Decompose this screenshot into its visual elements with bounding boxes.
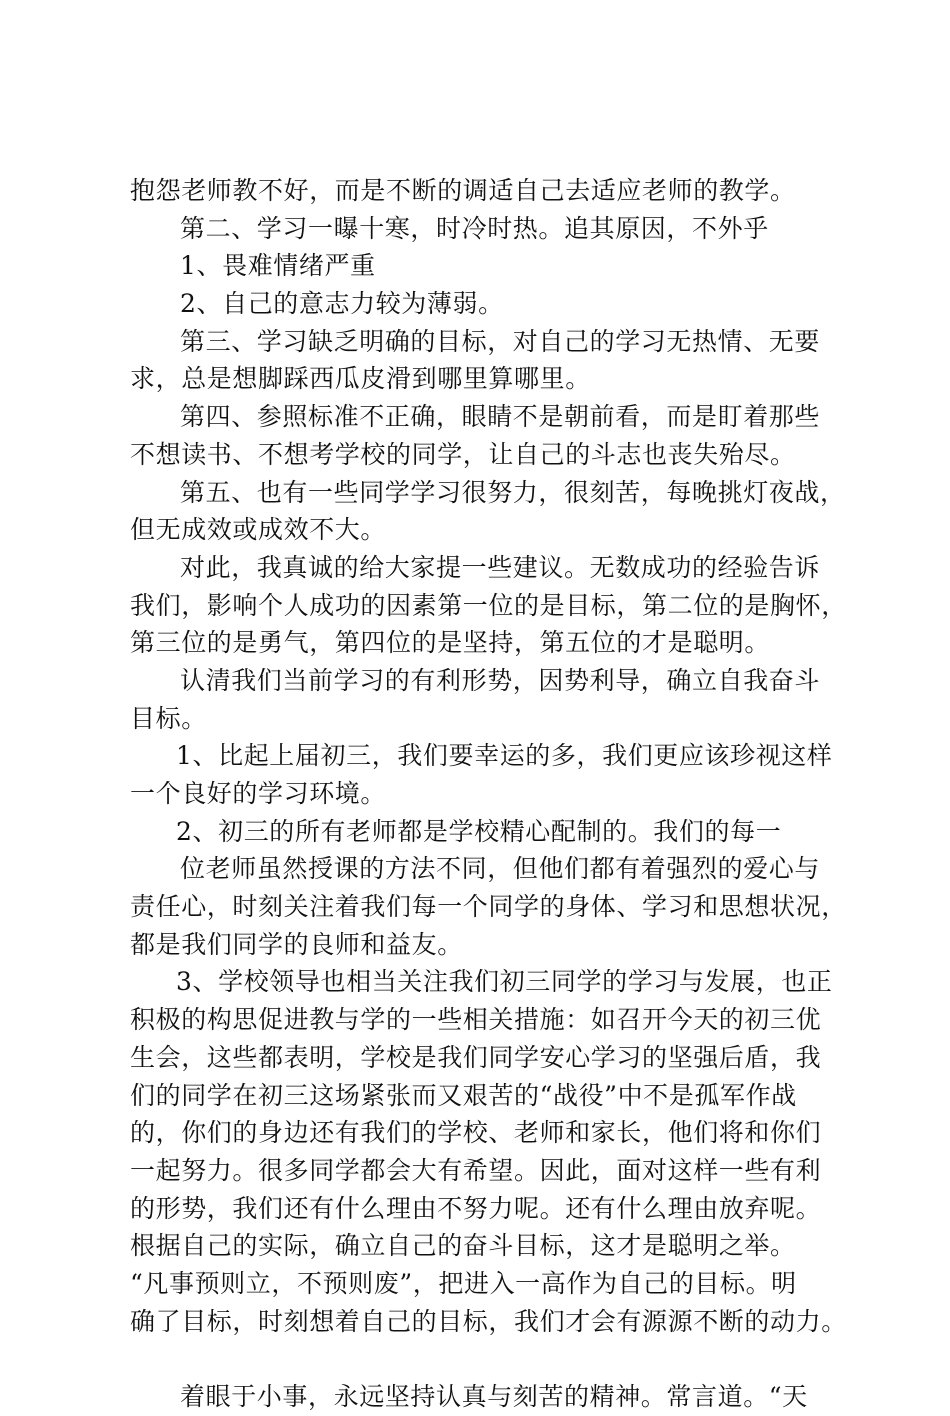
text-line: 2、初三的所有老师都是学校精心配制的。我们的每一 xyxy=(176,816,782,846)
text-line: 们的同学在初三这场紧张而又艰苦的“战役”中不是孤军作战 xyxy=(130,1080,797,1110)
text-line: 责任心，时刻关注着我们每一个同学的身体、学习和思想状况， xyxy=(130,892,847,922)
text-line: 2、自己的意志力较为薄弱。 xyxy=(180,289,504,319)
text-line: 求，总是想脚踩西瓜皮滑到哪里算哪里。 xyxy=(130,364,591,394)
text-line: 确了目标，时刻想着自己的目标，我们才会有源源不断的动力。 xyxy=(130,1306,847,1336)
text-line: “凡事预则立，不预则废”，把进入一高作为自己的目标。明 xyxy=(130,1268,797,1298)
text-line: 积极的构思促进教与学的一些相关措施：如召开今天的初三优 xyxy=(130,1005,822,1035)
blank-line xyxy=(130,1340,840,1378)
text-line: 1、畏难情绪严重 xyxy=(180,251,376,281)
text-line: 一起努力。很多同学都会大有希望。因此，面对这样一些有利 xyxy=(130,1155,822,1185)
text-line: 不想读书、不想考学校的同学，让自己的斗志也丧失殆尽。 xyxy=(130,439,796,469)
text-line: 根据自己的实际，确立自己的奋斗目标，这才是聪明之举。 xyxy=(130,1231,796,1261)
text-line: 都是我们同学的良师和益友。 xyxy=(130,929,463,959)
text-line: 1、比起上届初三，我们要幸运的多，我们更应该珍视这样 xyxy=(176,741,833,771)
text-line: 认清我们当前学习的有利形势，因势利导，确立自我奋斗 xyxy=(180,665,821,695)
text-line: 抱怨老师教不好，而是不断的调适自己去适应老师的教学。 xyxy=(130,176,796,205)
text-line: 一个良好的学习环境。 xyxy=(130,779,387,808)
text-line: 对此，我真诚的给大家提一些建议。无数成功的经验告诉 xyxy=(180,552,821,582)
text-line: 着眼于小事，永远坚持认真与刻苦的精神。常言道。“天 xyxy=(180,1382,808,1411)
document-body xyxy=(130,172,847,1416)
text-line: 第四、参照标准不正确，眼睛不是朝前看，而是盯着那些 xyxy=(180,402,821,432)
text-line: 生会，这些都表明，学校是我们同学安心学习的坚强后盾，我 xyxy=(130,1042,822,1072)
text-line: 3、学校领导也相当关注我们初三同学的学习与发展，也正 xyxy=(176,967,833,997)
text-line: 的，你们的身边还有我们的学校、老师和家长，他们将和你们 xyxy=(130,1118,822,1148)
text-line: 第五、也有一些同学学习很努力，很刻苦，每晚挑灯夜战， xyxy=(180,477,846,507)
text-line: 第三位的是勇气，第四位的是坚持，第五位的才是聪明。 xyxy=(130,628,771,658)
text-line: 第二、学习一曝十寒，时冷时热。追其原因，不外乎 xyxy=(180,213,769,243)
text-line: 的形势，我们还有什么理由不努力呢。还有什么理由放弃呢。 xyxy=(130,1193,822,1223)
text-line: 位老师虽然授课的方法不同，但他们都有着强烈的爱心与 xyxy=(180,854,821,884)
text-line: 目标。 xyxy=(130,703,207,733)
text-line: 第三、学习缺乏明确的目标，对自己的学习无热情、无要 xyxy=(180,326,821,356)
text-line: 我们，影响个人成功的因素第一位的是目标，第二位的是胸怀， xyxy=(130,590,847,620)
text-line: 但无成效或成效不大。 xyxy=(130,515,387,545)
